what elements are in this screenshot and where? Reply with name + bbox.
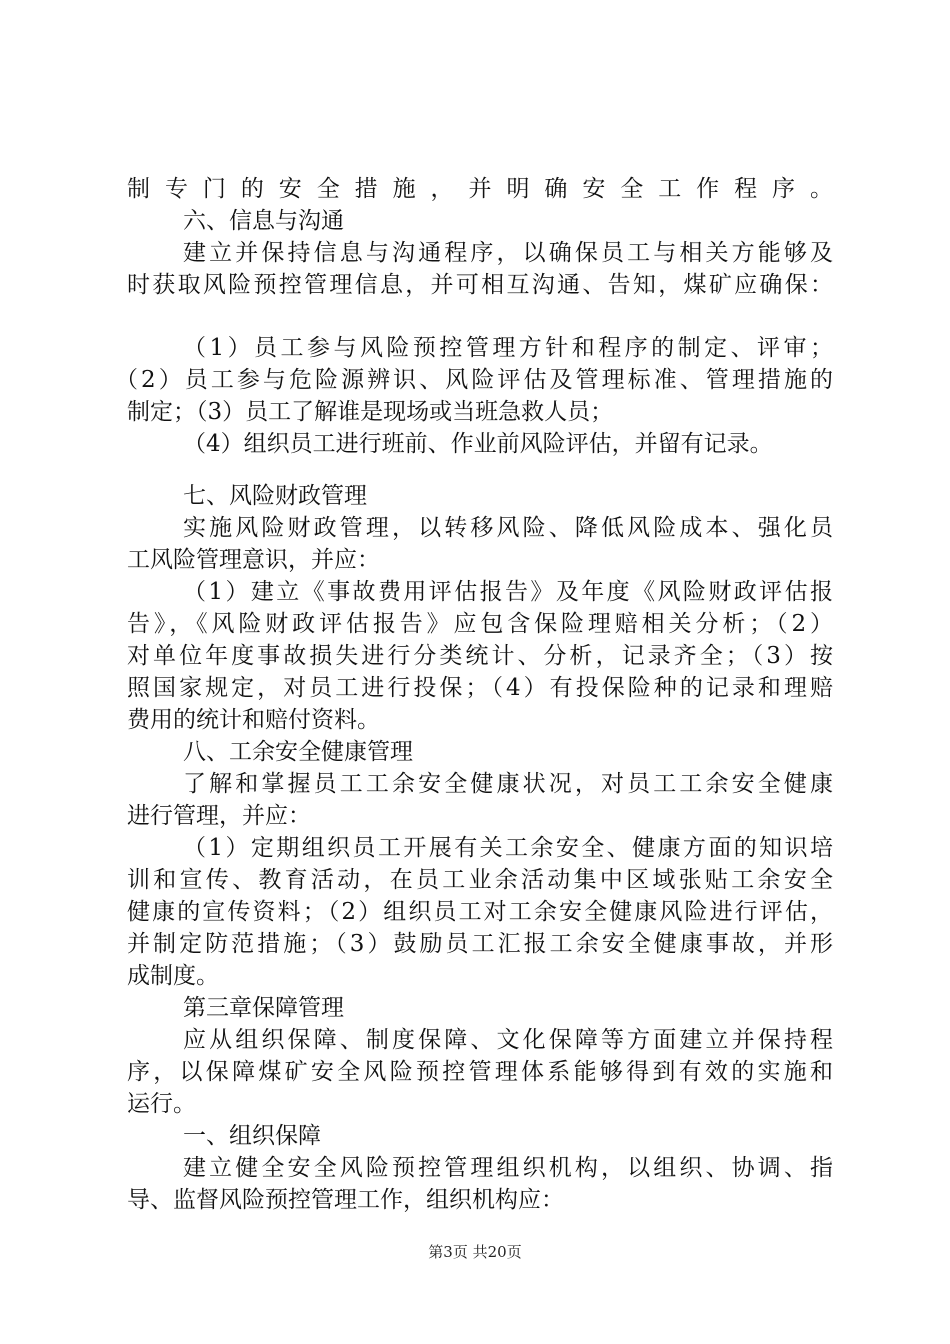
section-heading: 八、工余安全健康管理: [183, 739, 413, 765]
text-line: 了解和掌握员工工余安全健康状况，对员工工余安全健康: [183, 771, 833, 797]
text-line: （1）定期组织员工开展有关工余安全、健康方面的知识培: [183, 835, 833, 861]
text-line: 进行管理，并应：: [127, 803, 311, 829]
text-line: 健康的宣传资料；（2）组织员工对工余安全健康风险进行评估，: [127, 899, 833, 925]
text-line: （2）员工参与危险源辨识、风险评估及管理标准、管理措施的: [115, 367, 833, 393]
page-number-footer: 第3页 共20页: [428, 1243, 522, 1261]
text-line: 并制定防范措施；（3）鼓励员工汇报工余安全健康事故，并形: [127, 931, 833, 957]
text-line: （1）建立《事故费用评估报告》及年度《风险财政评估报: [183, 579, 833, 605]
text-line: 成制度。: [127, 963, 219, 989]
text-line: 制专门的安全措施，并明确安全工作程序。: [127, 176, 833, 202]
text-line: 费用的统计和赔付资料。: [127, 707, 380, 733]
section-heading: 七、风险财政管理: [183, 483, 367, 509]
text-line: 制定；（3）员工了解谁是现场或当班急救人员；: [127, 399, 614, 425]
text-line: 照国家规定，对员工进行投保；（4）有投保险种的记录和理赔: [127, 675, 833, 701]
section-heading: 六、信息与沟通: [183, 208, 344, 234]
text-line: 建立并保持信息与沟通程序，以确保员工与相关方能够及: [183, 240, 833, 266]
text-line: 实施风险财政管理，以转移风险、降低风险成本、强化员: [183, 515, 833, 541]
text-line: （1）员工参与风险预控管理方针和程序的制定、评审；: [183, 335, 833, 361]
text-line: 序，以保障煤矿安全风险预控管理体系能够得到有效的实施和: [127, 1059, 833, 1085]
text-line: 导、监督风险预控管理工作，组织机构应：: [127, 1187, 564, 1213]
section-heading: 一、组织保障: [183, 1123, 321, 1149]
text-line: 工风险管理意识，并应：: [127, 547, 380, 573]
text-line: （4）组织员工进行班前、作业前风险评估，并留有记录。: [183, 431, 773, 457]
text-line: 建立健全安全风险预控管理组织机构，以组织、协调、指: [183, 1155, 833, 1181]
text-line: 告》，《风险财政评估报告》应包含保险理赔相关分析；（2）: [127, 611, 833, 637]
text-line: 应从组织保障、制度保障、文化保障等方面建立并保持程: [183, 1027, 833, 1053]
text-line: 运行。: [127, 1091, 196, 1117]
text-line: 时获取风险预控管理信息，并可相互沟通、告知，煤矿应确保：: [127, 272, 833, 298]
text-line: 训和宣传、教育活动，在员工业余活动集中区域张贴工余安全: [127, 867, 833, 893]
text-line: 对单位年度事故损失进行分类统计、分析，记录齐全；（3）按: [127, 643, 833, 669]
chapter-heading: 第三章保障管理: [183, 995, 344, 1021]
